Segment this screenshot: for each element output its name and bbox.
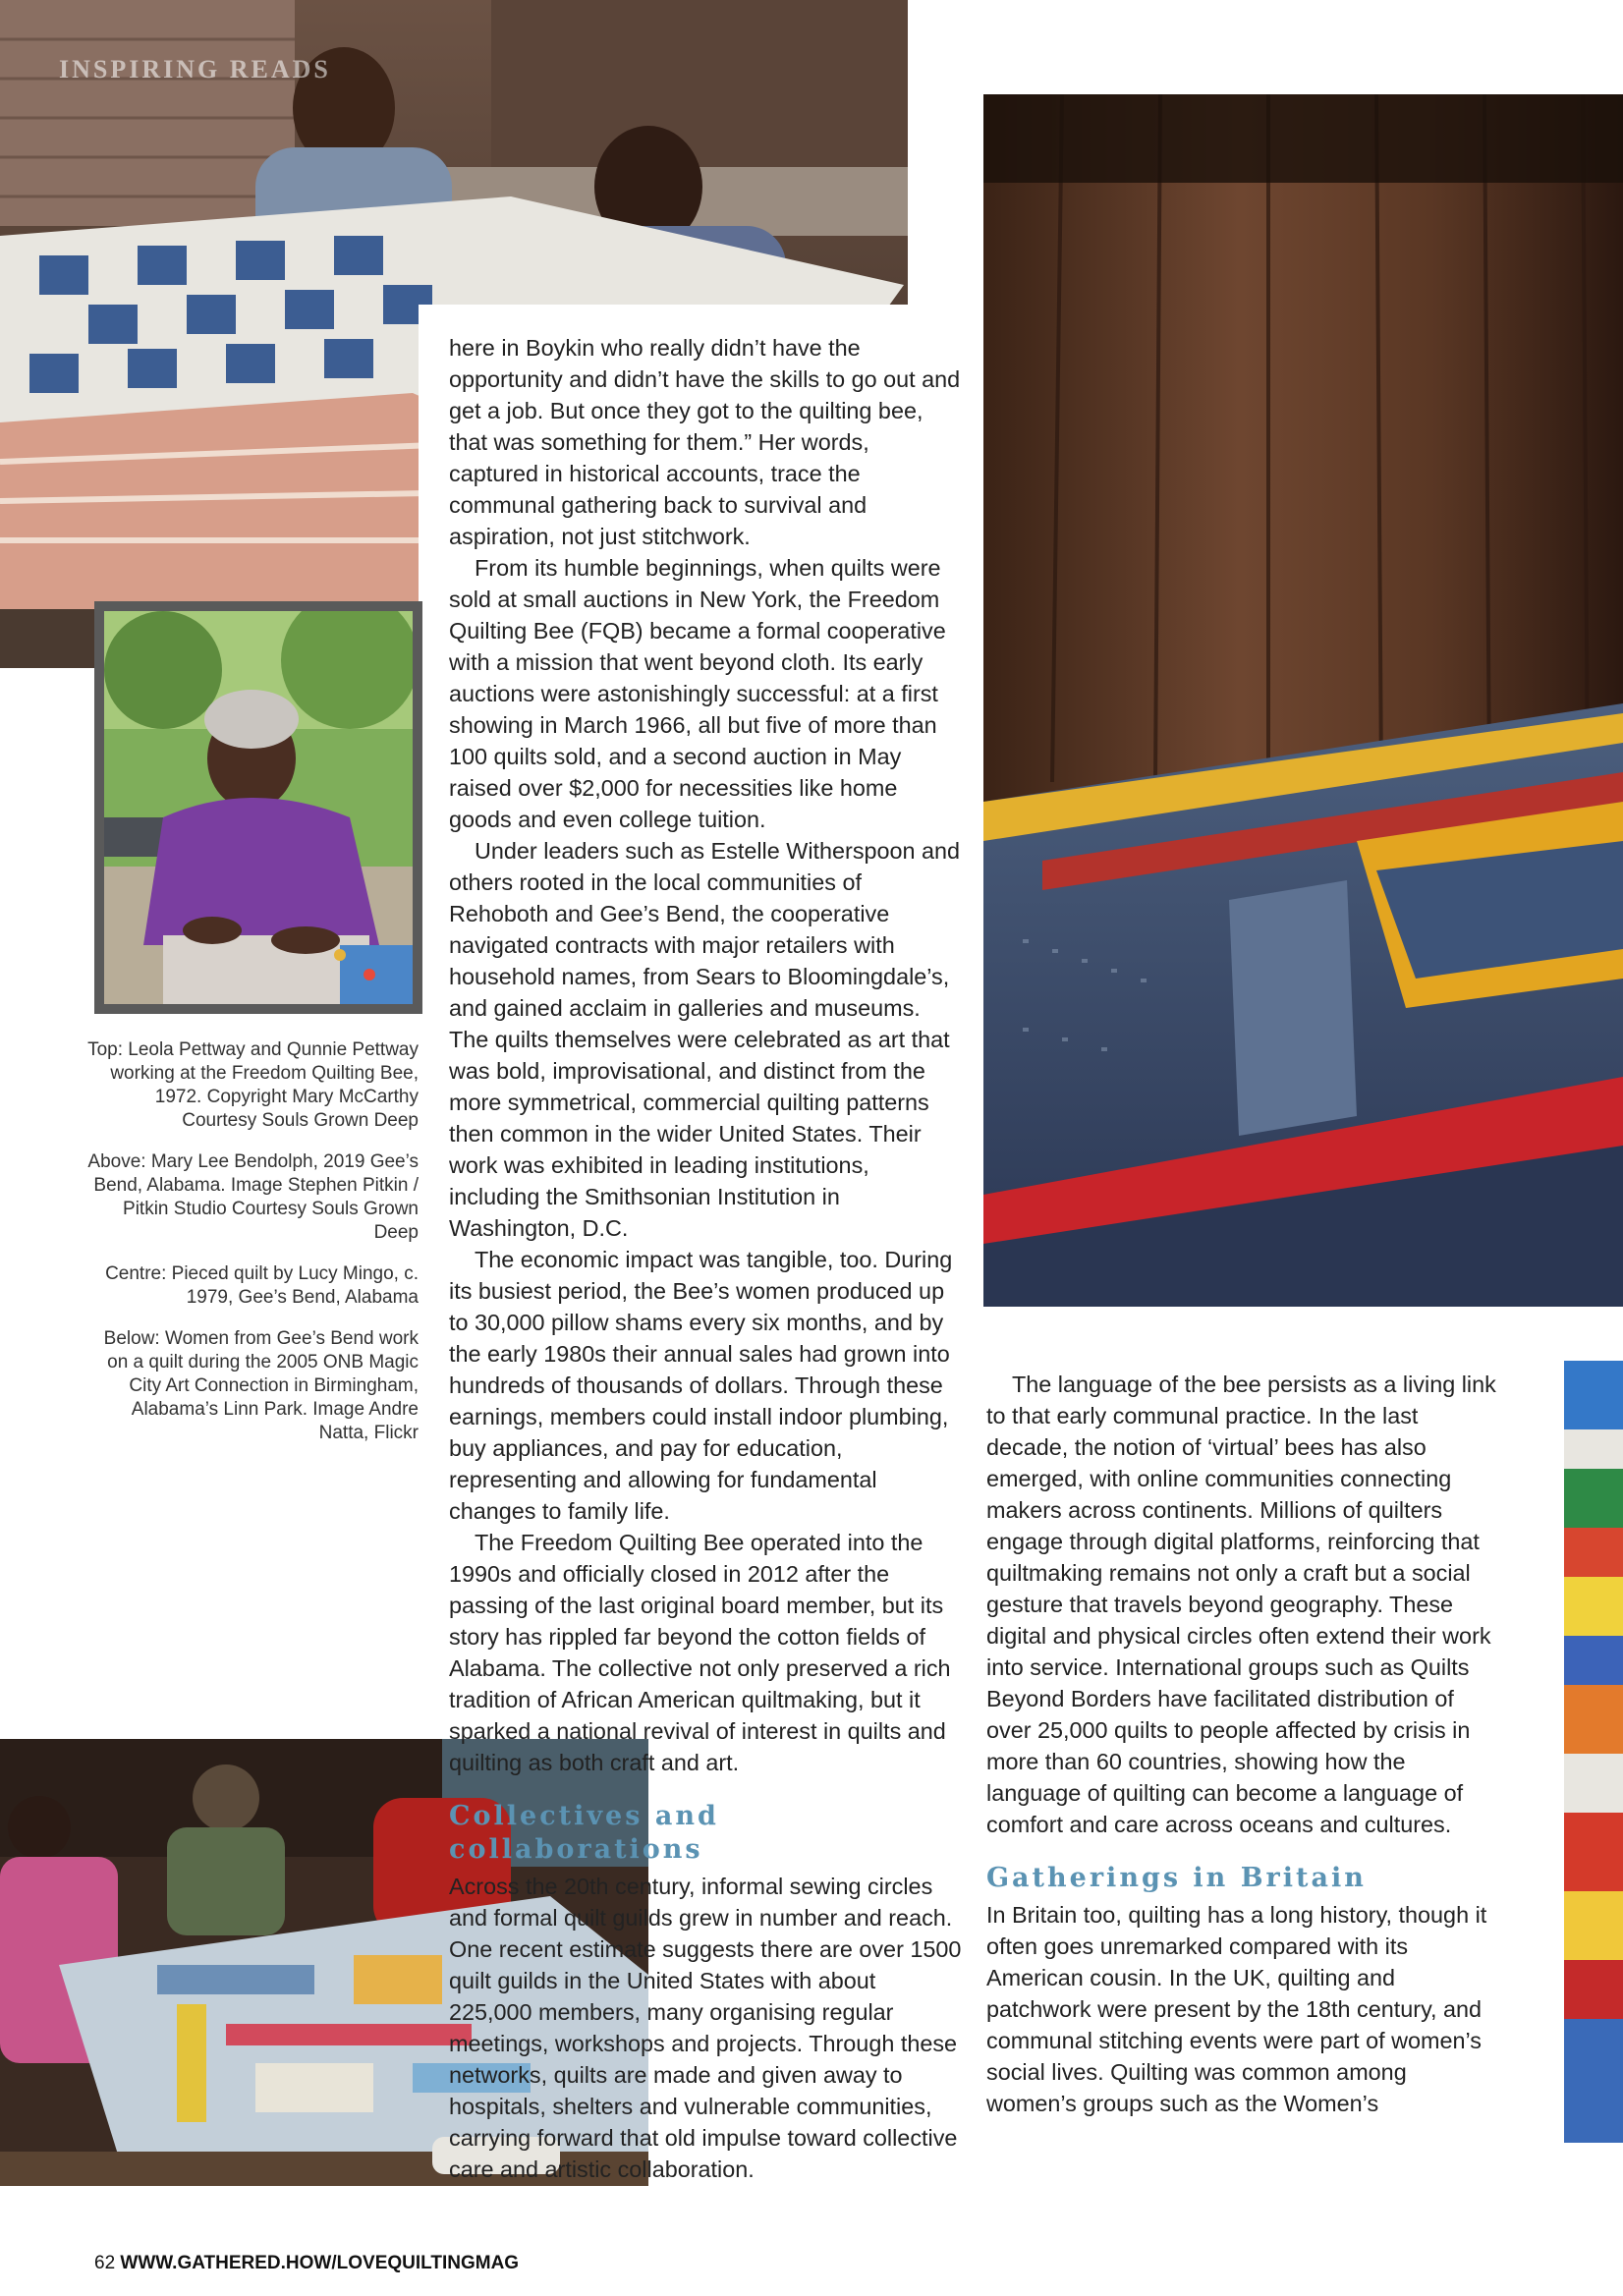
caption-below: Below: Women from Gee’s Bend work on a quilt during the 2005 ONB Magic City Art Connection in Birmingham, Alabama’s Linn Park. Image Andre Natta, Flickr bbox=[103, 1328, 419, 1443]
section-tag: INSPIRING READS bbox=[59, 55, 331, 84]
captions bbox=[84, 1038, 419, 1463]
heading-collectives: Collectives and collaborations bbox=[449, 1801, 719, 1865]
caption-top: Top: Leola Pettway and Qunnie Pettway working at the Freedom Quilting Bee, 1972. Copyright Mary McCarthy Courtesy Souls Grown Deep bbox=[87, 1039, 419, 1131]
article-column-2 bbox=[986, 1369, 1497, 2119]
col2-paragraph-1: The language of the bee persists as a living link to that early communal practice. In the last decade, the notion of ‘virtual’ bees has also emerged, with online communities connecting makers across continents. Millions of quilters engage through digital platforms, reinforcing that quiltmaking remains not only a craft but a social gesture that travels beyond geography. These digital and physical circles often extend their work into service. International groups such as Quilts Beyond Borders have facilitated distribution of over 25,000 quilts to people affected by crisis in more than 60 countries, showing how the language of quilting can become a language of comfort and care across oceans and cultures. bbox=[986, 1372, 1496, 1837]
col1-paragraph-2: From its humble beginnings, when quilts were sold at small auctions in New York, the Freedom Quilting Bee (FQB) became a formal cooperative with a mission that went beyond cloth. Its early auctions were astonishingly successful: at a first showing in March 1966, all but five of more than 100 quilts sold, and a second auction in May raised over $2,000 for necessities like home goods and even college tuition. bbox=[449, 555, 946, 832]
col1-paragraph-1: here in Boykin who really didn’t have the opportunity and didn’t have the skills to go out and get a job. But once they got to the quilting bee, that was something for them.” Her words, captured in historical accounts, trace the communal gathering back to survival and aspiration, not just stitchwork. bbox=[449, 335, 961, 549]
col1-paragraph-4: The economic impact was tangible, too. During its busiest period, the Bee’s women produced up to 30,000 pillow shams every six months, and by the early 1980s their annual sales had grown into hundreds of thousands of dollars. Through these earnings, members could install indoor plumbing, buy appliances, and pay for education, representing and allowing for fundamental changes to family life. bbox=[449, 1247, 953, 1524]
heading-gatherings: Gatherings in Britain bbox=[986, 1863, 1367, 1893]
quilt-illustration bbox=[983, 94, 1623, 1307]
strip-illustration bbox=[1564, 1361, 1623, 2143]
page-footer bbox=[94, 2253, 519, 2274]
caption-above: Above: Mary Lee Bendolph, 2019 Gee’s Bend, Alabama. Image Stephen Pitkin / Pitkin Studio Courtesy Souls Grown Deep bbox=[87, 1151, 419, 1243]
col1-paragraph-5: The Freedom Quilting Bee operated into the 1990s and officially closed in 2012 after the passing of the last original board member, but its story has rippled far beyond the cotton fields of Alabama. The collective not only preserved a rich tradition of African American quiltmaking, but it sparked a national revival of interest in quilts and quilting as both craft and art. bbox=[449, 1530, 951, 1775]
caption-centre: Centre: Pieced quilt by Lucy Mingo, c. 1979, Gee’s Bend, Alabama bbox=[105, 1263, 419, 1308]
portrait-photo bbox=[104, 611, 413, 1004]
article-column-1 bbox=[449, 332, 962, 2185]
footer-url[interactable]: WWW.GATHERED.HOW/LOVEQUILTINGMAG bbox=[120, 2253, 520, 2273]
col2-paragraph-2: In Britain too, quilting has a long history, though it often goes unremarked compared with its American cousin. In the UK, quilting and patchwork were present by the 18th century, and communal stitching events were part of women’s social lives. Quilting was common among women’s groups such as the Women’s bbox=[986, 1902, 1487, 2116]
col1-paragraph-6: Across the 20th century, informal sewing circles and formal quilt guilds grew in number and reach. One recent estimate suggests there are over 1500 quilt guilds in the United States with about 225,000 members, many organising regular meetings, workshops and projects. Through these networks, quilts are made and given away to hospitals, shelters and vulnerable communities, carrying forward that old impulse toward collective care and artistic collaboration. bbox=[449, 1874, 962, 2182]
page-number: 62 bbox=[94, 2253, 116, 2273]
quilt-photo bbox=[983, 94, 1623, 1307]
col1-paragraph-3: Under leaders such as Estelle Witherspoon and others rooted in the local communities of Rehoboth and Gee’s Bend, the cooperative navigated contracts with major retailers with household names, from Sears to Bloomingdale’s, and gained acclaim in galleries and museums. The quilts themselves were celebrated as art that was bold, improvisational, and distinct from the more symmetrical, commercial quilting patterns then common in the wider United States. Their work was exhibited in leading institutions, including the Smithsonian Institution in Washington, D.C. bbox=[449, 838, 961, 1241]
strip-photo bbox=[1564, 1361, 1623, 2143]
portrait-illustration bbox=[104, 611, 413, 1004]
